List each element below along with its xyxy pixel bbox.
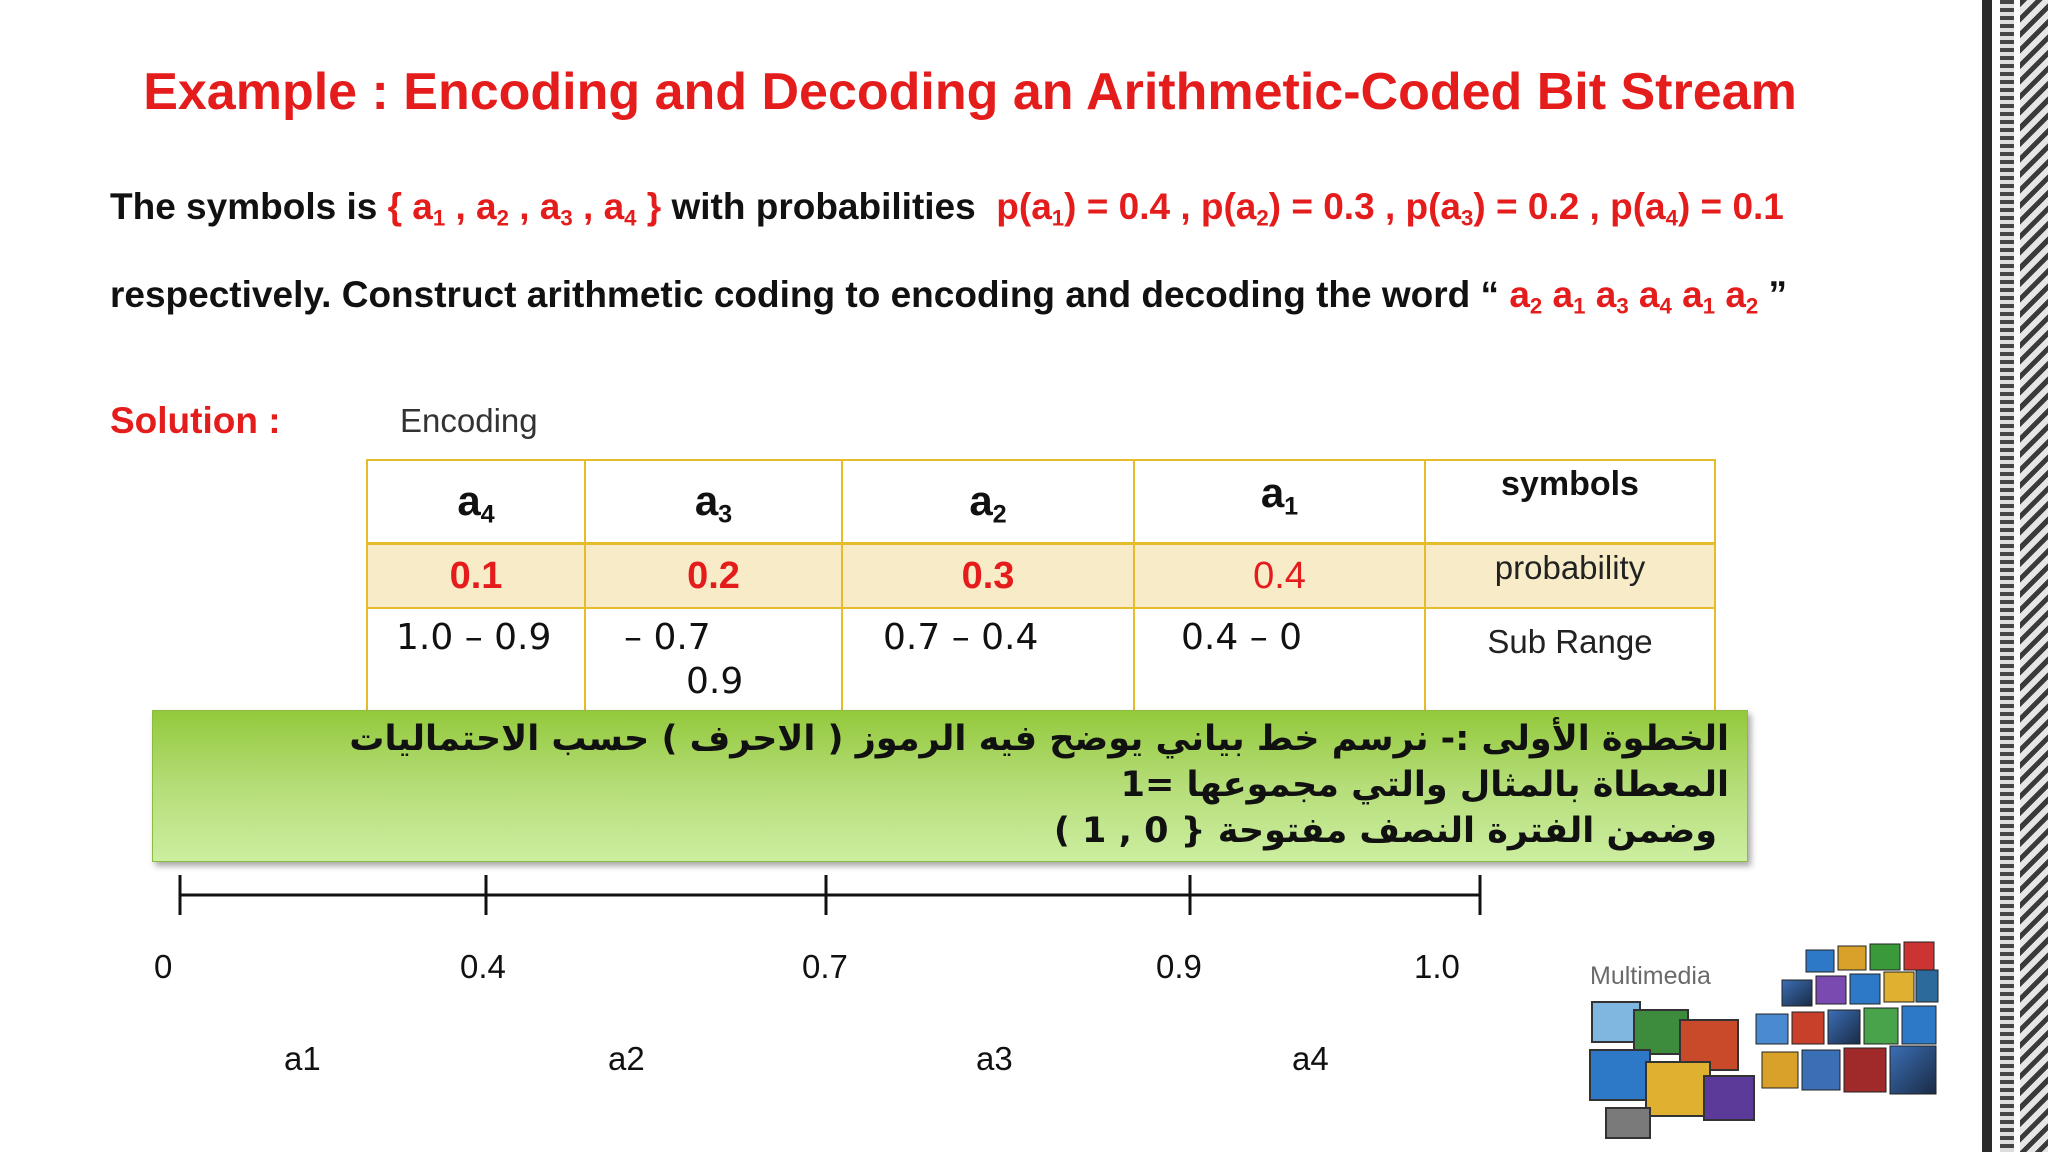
probability-a2: 0.3 bbox=[961, 555, 1015, 597]
probabilities-list: $p(a_1) = 0.4$ , $p(a_2) = 0.3$ , $p(a_3) = 0.2$ , $p(a_4) = 0.1$ bbox=[996, 186, 1784, 231]
probability-a1: 0.4 bbox=[1253, 555, 1306, 597]
solution-label: Solution : bbox=[110, 400, 281, 441]
table-cell bbox=[586, 461, 843, 542]
symbol-a2: $a_2$ bbox=[969, 477, 1007, 529]
symbol-a3: $a_3$ bbox=[694, 477, 733, 529]
interval-label-a1: a1 bbox=[284, 1040, 321, 1077]
subrange-header: Sub Range bbox=[1487, 623, 1653, 660]
interval-label-a4: a4 bbox=[1292, 1040, 1329, 1077]
target-word: $a_2$ $a_1$ $a_3$ $a_4$ $a_1$ $a_2$ bbox=[1509, 274, 1759, 319]
interval-label-a2: a2 bbox=[608, 1040, 645, 1077]
tick-label-0.9: 0.9 bbox=[1156, 948, 1202, 985]
table-row-symbols bbox=[368, 461, 1714, 545]
probability-header: probability bbox=[1494, 549, 1646, 586]
monitor-stack bbox=[1590, 1002, 1754, 1138]
subrange-a1: 0.4 – 0 bbox=[1181, 617, 1303, 658]
statement-line2-suffix: ” bbox=[1758, 274, 1788, 315]
table-cell bbox=[368, 461, 586, 542]
multimedia-label: Multimedia bbox=[1590, 962, 1711, 990]
probability-table bbox=[366, 459, 1716, 749]
tick-label-1.0: 1.0 bbox=[1414, 948, 1460, 985]
symbol-a4: $a_4$ bbox=[457, 477, 495, 529]
multimedia-screens-icon bbox=[1586, 940, 1942, 1152]
problem-statement-line-1 bbox=[110, 186, 1784, 231]
subrange-a2: 0.7 – 0.4 bbox=[883, 617, 1039, 658]
table-cell bbox=[1426, 461, 1714, 542]
decorative-right-border bbox=[1978, 0, 2048, 1152]
screen-wall bbox=[1756, 942, 1938, 1094]
step-one-note bbox=[152, 710, 1748, 862]
table-row-probability bbox=[368, 545, 1714, 609]
tick-label-0.4: 0.4 bbox=[460, 948, 506, 985]
subrange-a3-line1: – 0.7 bbox=[624, 617, 711, 658]
table-cell bbox=[843, 545, 1135, 607]
symbol-a1: $a_1$ bbox=[1260, 469, 1299, 521]
symbols-header: symbols bbox=[1501, 465, 1639, 503]
subrange-a4: 1.0 – 0.9 bbox=[396, 617, 552, 658]
note-line-2: المعطاة بالمثال والتي مجموعها =1 bbox=[1120, 765, 1729, 805]
table-cell bbox=[1135, 461, 1426, 542]
encoding-label: Encoding bbox=[400, 402, 538, 439]
probability-a4: 0.1 bbox=[449, 555, 503, 597]
table-cell bbox=[1135, 545, 1426, 607]
tick-label-0: 0 bbox=[154, 948, 173, 985]
probability-a3: 0.2 bbox=[687, 555, 740, 597]
note-line-1: الخطوة الأولى :- نرسم خط بياني يوضح فيه الرموز ( الاحرف ) حسب الاحتماليات bbox=[349, 719, 1729, 759]
interval-label-a3: a3 bbox=[976, 1040, 1013, 1077]
subrange-a3-line2: 0.9 bbox=[686, 661, 744, 702]
table-cell bbox=[843, 461, 1135, 542]
table-cell bbox=[368, 545, 586, 607]
slide-title: Example : Encoding and Decoding an Arithmetic-Coded Bit Stream bbox=[143, 63, 1797, 121]
note-line-3: وضمن الفترة النصف مفتوحة { 0 , 1 ) bbox=[1053, 811, 1717, 851]
statement-prefix: The symbols is bbox=[110, 186, 388, 227]
symbol-set: { $a_1$ , $a_2$ , $a_3$ , $a_4$ } bbox=[387, 186, 662, 231]
statement-line2-prefix: respectively. Construct arithmetic coding to encoding and decoding the word “ bbox=[110, 274, 1510, 315]
table-cell bbox=[586, 545, 843, 607]
statement-mid: with probabilities bbox=[661, 186, 986, 227]
tick-label-0.7: 0.7 bbox=[802, 948, 848, 985]
problem-statement-line-2 bbox=[110, 274, 1788, 319]
table-cell bbox=[1426, 545, 1714, 607]
probability-number-line bbox=[170, 870, 1490, 920]
multimedia-graphic bbox=[1586, 940, 1942, 1152]
